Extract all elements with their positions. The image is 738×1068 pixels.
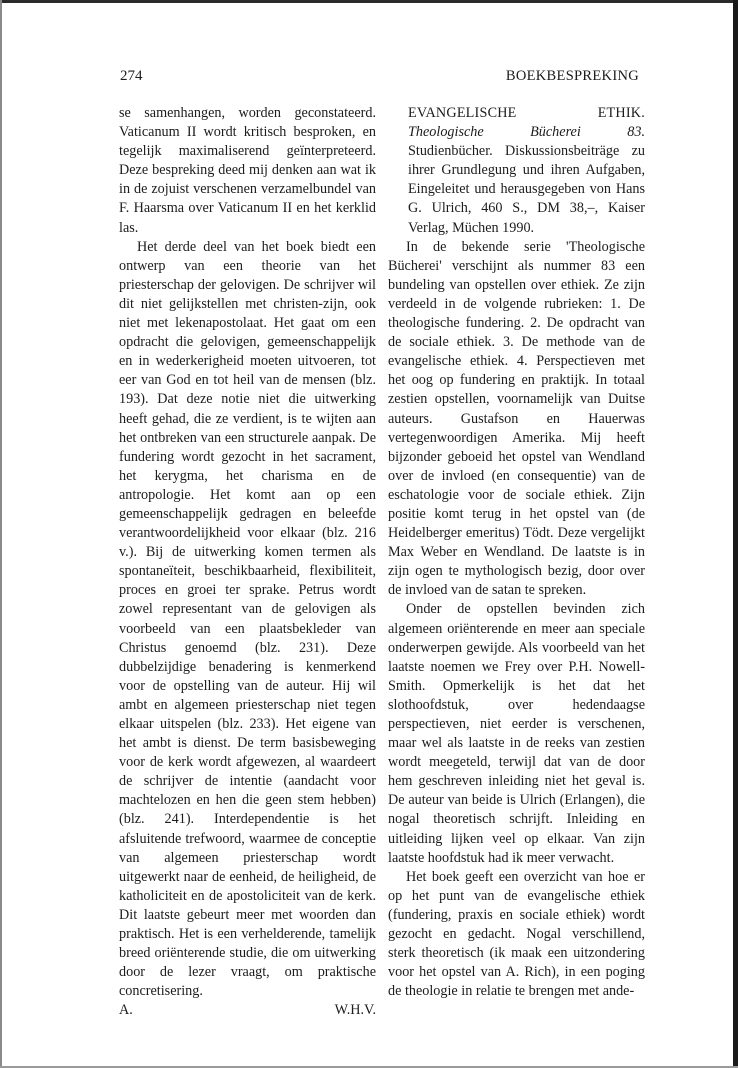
book-reference-text [408,104,645,238]
running-head: BOEKBESPREKING [505,68,639,84]
review-signature [119,1001,376,1020]
left-paragraph-1: se samenhangen, worden geconstateerd. Vaticanum II wordt kritisch besproken, en tegelijk maximaliserend geïnterpreteerd. Deze bespreking deed mij denken aan wat ik in de zojuist verschenen verzamelbundel van F. Haarsma over Vaticanum II en het kerklid las. [119,105,376,236]
left-paragraph-2: Het derde deel van het boek biedt een ontwerp van een theorie van het priesterschap der gelovigen. De schrijver wil dit niet gelijkstellen met christen-zijn, ook niet met lekenapostolaat. Het gaat om een opdracht die gelovigen, gemeenschappelijk en in wederkerigheid moeten uitvoeren, tot eer van God en tot heil van de mensen (blz. 193). Dat deze notie niet die uitwerking heeft gehad, die ze verdient, is te wijten aan het ontbreken van een structurele aanpak. De fundering wordt gezocht in het sacrament, het kerygma, het charisma en de antropologie. Het komt aan op een gemeenschappelijk gedragen en beleefde verantwoordelijkheid voor elkaar (blz. 216 v.). Bij de uitwerking komen termen als spontaneïteit, beschikbaarheid, flexibiliteit, proces en groei ter sprake. Petrus wordt zowel representant van de gelovigen als voorbeeld van een plaatsbekleder van Christus genoemd (blz. 231). Deze dubbelzijdige benadering is kenmerkend voor de opstelling van de auteur. Hij wil ambt en algemeen priesterschap niet tegen elkaar uitspelen (blz. 233). Het eigene van het ambt is dienst. De term basisbeweging voor de kerk wordt afgewezen, al waardeert de schrijver de intentie (aandacht voor machtelozen en hen die geen stem hebben) (blz. 241). Interdependentie is het afsluitende trefwoord, waarmee de conceptie van algemeen priesterschap wordt uitgewerkt naar de eenheid, de heiligheid, de katholiciteit en de apostoliciteit van de kerk. Dit laatste gebeurt meer met woorden dan praktisch. Het is een verhelderende, tamelijk breed oriënterende studie, die om uitwerking door de lezer vraagt, om praktische concretisering. [119,238,376,1000]
series-title: Theologische Bücherei 83. [408,124,645,141]
book-title: EVANGELISCHE ETHIK. [408,105,645,121]
right-paragraph-2: Onder de opstellen bevinden zich algemeen oriënterende en meer aan speciale onderwerpen gewijde. Als voorbeeld van het laatste noemen we Frey over P.H. Nowell-Smith. Opmerkelijk is het dat het slothoofdstuk, over hedendaagse perspectieven, niet eerder is verschenen, maar wel als laatste in de reeks van zestien wordt meegeteld, terwijl dat van de door hem geschreven inleiding niet het geval is. De auteur van beide is Ulrich (Erlangen), die nogal theoretisch schrijft. Inleiding en uitleiding lijken veel op elkaar. Van zijn laatste hoofdstuk had ik meer verwacht. [388,601,645,866]
signature-author: W.H.V. [334,1002,376,1019]
scan-edge-left [0,0,2,1068]
signature-initial: A. [119,1002,133,1019]
book-reference [388,104,645,238]
book-details: Studienbücher. Diskussionsbeiträge zu ihrer Grundlegung und ihren Aufgaben, Eingeleitet und herausgegeben von Hans G. Ulrich, 460 S., DM 38,–, Kaiser Verlag, Müchen 1990. [408,143,645,236]
right-paragraph-1: In de bekende serie 'Theologische Bücherei' verschijnt als nummer 83 een bundeling van opstellen over ethiek. Ze zijn verdeeld in de volgende rubrieken: 1. De theologische fundering. 2. De opdracht van de sociale ethiek. 3. De methode van de evangelische ethiek. 4. Perspectieven met het oog op fundering en praktijk. In totaal zestien opstellen, voornamelijk van Duitse auteurs. Gustafson en Hauerwas vertegenwoordigen Amerika. Mij heeft bijzonder geboeid het opstel van Wendland over de invloed (en consequentie) van de eschatologie voor de sociale ethiek. Zijn positie komt terug in het opstel van (de Heidelberger emeritus) Tödt. Deze vergelijkt Max Weber en Wendland. De laatste is in zijn ogen te mythologisch bezig, door over de invloed van de satan te spreken. [388,238,645,599]
right-paragraph-3: Het boek geeft een overzicht van hoe er op het punt van de evangelische ethiek (fundering, praxis en sociale ethiek) wordt gezocht en gedacht. Nogal verschillend, sterk theoretisch (ik maak een uitzondering voor het opstel van A. Rich), in een poging de theologie in relatie te brengen met ande- [388,868,645,1000]
scan-edge-top [0,0,738,3]
right-column [388,104,645,1001]
scan-edge-right [733,0,738,1068]
page-number: 274 [120,68,143,84]
left-column [119,104,376,1021]
